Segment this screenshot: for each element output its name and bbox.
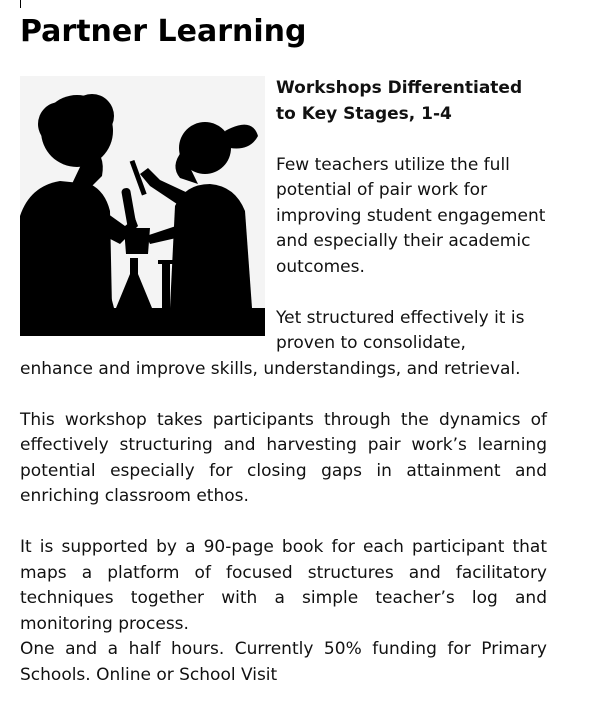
paragraph-book: It is supported by a 90-page book for each participant that maps a platform of focused structures and facilitatory techniques together with a simple teacher’s log and monitoring process. — [20, 537, 547, 634]
text-cursor — [20, 0, 21, 8]
subheading: Workshops Differentiated to Key Stages, 1-4 — [276, 78, 523, 124]
paragraph-structured-continued: enhance and improve skills, understandings, and retrieval. — [20, 358, 521, 379]
science-illustration — [20, 76, 265, 336]
paragraph-intro: Few teachers utilize the full potential of pair work for improving student engagement and especially their academic outcomes. — [276, 154, 546, 277]
children-silhouette-icon — [20, 76, 265, 336]
paragraph-workshop: This workshop takes participants through the dynamics of effectively structuring and harvesting pair work’s learning potential especially for closing gaps in attainment and enriching classroom ethos. — [20, 409, 547, 506]
paragraph-duration: One and a half hours. Currently 50% funding for Primary Schools. Online or School Visit — [20, 639, 547, 685]
page-title: Partner Learning — [20, 14, 307, 49]
paragraph-structured: Yet structured effectively it is proven to consolidate, — [276, 307, 525, 353]
document-body — [20, 76, 547, 688]
